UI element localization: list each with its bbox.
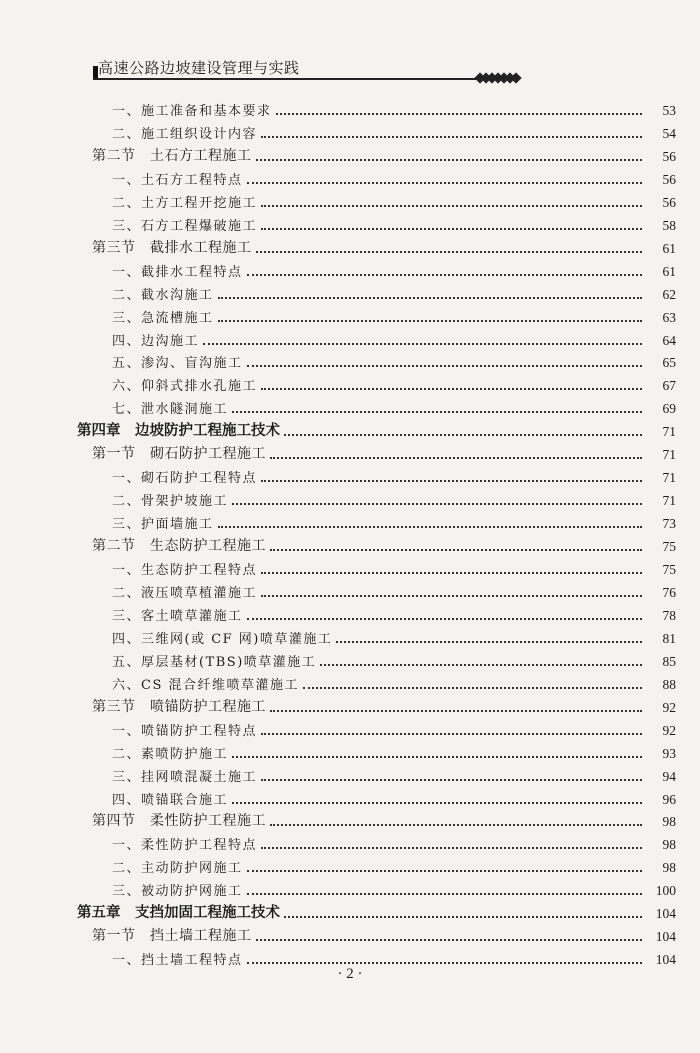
toc-leader-dots — [284, 916, 642, 918]
toc-entry-title: 第一节 挡土墙工程施工 — [92, 928, 252, 945]
toc-entry-item[interactable] — [0, 854, 700, 876]
toc-entry-item[interactable] — [0, 120, 700, 142]
toc-entry-item[interactable] — [0, 395, 700, 417]
toc-entry-item[interactable] — [0, 349, 700, 371]
toc-entry-item[interactable] — [0, 166, 700, 188]
toc-entry-item[interactable] — [0, 510, 700, 532]
toc-entry-page: 56 — [662, 171, 676, 187]
toc-entry-page: 78 — [662, 607, 676, 623]
toc-entry-page: 53 — [662, 103, 676, 118]
toc-leader-dots — [261, 779, 642, 781]
toc-entry-page: 62 — [662, 286, 676, 302]
toc-entry-title: 三、挂网喷混凝土施工 — [112, 769, 258, 785]
toc-entry-page: 71 — [662, 470, 676, 486]
toc-entry-page: 104 — [655, 952, 676, 968]
toc-leader-dots — [232, 411, 642, 413]
toc-entry-title: 七、泄水隧洞施工 — [112, 402, 229, 418]
toc-leader-dots — [261, 595, 642, 597]
toc-entry-item[interactable] — [0, 763, 700, 785]
toc-entry-item[interactable] — [0, 648, 700, 670]
toc-entry-page: 71 — [662, 424, 676, 440]
toc-leader-dots — [247, 870, 642, 872]
toc-entry-page: 75 — [662, 539, 676, 555]
toc-leader-dots — [261, 733, 642, 735]
toc-entry-title: 一、挡土墙工程特点 — [112, 953, 243, 969]
toc-leader-dots — [270, 549, 642, 551]
toc-entry-item[interactable] — [0, 556, 700, 578]
toc-entry-title: 二、土方工程开挖施工 — [112, 195, 258, 211]
toc-leader-dots — [218, 320, 642, 322]
toc-entry-title: 第二节 土石方工程施工 — [92, 147, 252, 164]
header-diamond-ornament — [478, 72, 520, 84]
toc-leader-dots — [336, 641, 642, 643]
toc-leader-dots — [256, 939, 643, 941]
toc-entry-item[interactable] — [0, 281, 700, 303]
page-number: · 2 · — [337, 966, 363, 982]
toc-leader-dots — [247, 618, 642, 620]
toc-leader-dots — [270, 824, 642, 826]
toc-entry-page: 93 — [662, 745, 676, 761]
toc-leader-dots — [256, 251, 643, 253]
toc-entry-title: 第二节 生态防护工程施工 — [92, 538, 266, 555]
toc-entry-title: 四、喷锚联合施工 — [112, 792, 229, 808]
toc-entry-title: 一、喷锚防护工程特点 — [112, 723, 258, 739]
toc-leader-dots — [256, 159, 643, 161]
toc-entry-page: 94 — [662, 768, 676, 784]
toc-entry-title: 一、截排水工程特点 — [112, 264, 243, 280]
toc-entry-title: 二、液压喷草植灌施工 — [112, 585, 258, 601]
toc-leader-dots — [261, 572, 642, 574]
toc-entry-item[interactable] — [0, 877, 700, 899]
toc-entry-title: 四、边沟施工 — [112, 333, 200, 349]
toc-leader-dots — [247, 962, 642, 964]
toc-entry-page: 81 — [662, 630, 676, 646]
toc-entry-section[interactable] — [0, 694, 700, 716]
running-header-title: 高速公路边坡建设管理与实践 — [98, 59, 300, 77]
toc-entry-page: 96 — [662, 791, 676, 807]
toc-entry-item[interactable] — [0, 602, 700, 624]
toc-entry-title: 第一节 砌石防护工程施工 — [92, 446, 266, 463]
toc-leader-dots — [232, 503, 642, 505]
toc-entry-title: 二、主动防护网施工 — [112, 861, 243, 877]
toc-leader-dots — [247, 365, 642, 367]
toc-entry-item[interactable] — [0, 97, 700, 119]
toc-entry-title: 第三节 截排水工程施工 — [92, 239, 252, 256]
toc-entry-title: 二、骨架护坡施工 — [112, 494, 229, 510]
toc-entry-item[interactable] — [0, 786, 700, 808]
toc-entry-page: 58 — [662, 217, 676, 233]
toc-entry-title: 二、素喷防护施工 — [112, 746, 229, 762]
toc-entry-title: 第四节 柔性防护工程施工 — [92, 813, 266, 830]
toc-leader-dots — [320, 664, 642, 666]
toc-entry-title: 一、生态防护工程特点 — [112, 563, 258, 578]
toc-entry-title: 三、客土喷草灌施工 — [112, 608, 243, 624]
toc-entry-item[interactable] — [0, 831, 700, 853]
toc-leader-dots — [276, 113, 642, 115]
toc-entry-page: 67 — [662, 378, 676, 394]
toc-entry-item[interactable] — [0, 487, 700, 509]
toc-leader-dots — [261, 205, 642, 207]
toc-entry-title: 五、厚层基材(TBS)喷草灌施工 — [112, 654, 317, 670]
toc-entry-title: 二、截水沟施工 — [112, 287, 214, 303]
toc-leader-dots — [247, 893, 642, 895]
toc-entry-item[interactable] — [0, 946, 700, 968]
toc-entry-page: 61 — [662, 263, 676, 279]
toc-entry-section[interactable] — [0, 235, 700, 257]
toc-leader-dots — [261, 388, 642, 390]
toc-entry-page: 71 — [662, 447, 676, 463]
toc-entry-page: 76 — [662, 584, 676, 600]
toc-leader-dots — [261, 228, 642, 230]
toc-entry-title: 三、急流槽施工 — [112, 310, 214, 326]
toc-entry-title: 五、渗沟、盲沟施工 — [112, 356, 243, 372]
toc-entry-item[interactable] — [0, 304, 700, 326]
toc-entry-title: 二、施工组织设计内容 — [112, 126, 258, 142]
toc-entry-title: 六、仰斜式排水孔施工 — [112, 379, 258, 395]
toc-leader-dots — [261, 136, 642, 138]
toc-entry-page: 104 — [655, 929, 676, 945]
toc-entry-section[interactable] — [0, 923, 700, 945]
toc-entry-item[interactable] — [0, 372, 700, 394]
toc-entry-page: 88 — [662, 676, 676, 692]
header-rule — [93, 78, 479, 80]
toc-leader-dots — [261, 847, 642, 849]
toc-entry-item[interactable] — [0, 740, 700, 762]
toc-entry-title: 三、被动防护网施工 — [112, 884, 243, 900]
toc-entry-page: 65 — [662, 355, 676, 371]
toc-entry-chapter[interactable] — [0, 418, 700, 440]
toc-leader-dots — [261, 480, 642, 482]
toc-entry-title: 一、柔性防护工程特点 — [112, 838, 258, 854]
toc-entry-title: 第五章 支挡加固工程施工技术 — [77, 905, 280, 922]
toc-entry-item[interactable] — [0, 625, 700, 647]
toc-entry-page: 100 — [655, 883, 676, 899]
toc-entry-item[interactable] — [0, 189, 700, 211]
toc-entry-page: 98 — [662, 814, 676, 830]
toc-entry-title: 三、石方工程爆破施工 — [112, 218, 258, 234]
toc-entry-section[interactable] — [0, 808, 700, 830]
toc-entry-section[interactable] — [0, 533, 700, 555]
toc-leader-dots — [203, 343, 642, 345]
toc-entry-title: 一、砌石防护工程特点 — [112, 471, 258, 487]
toc-entry-item[interactable] — [0, 579, 700, 601]
toc-entry-title: 六、CS 混合纤维喷草灌施工 — [112, 677, 299, 693]
toc-entry-item[interactable] — [0, 464, 700, 486]
toc-entry-item[interactable] — [0, 327, 700, 349]
toc-entry-page: 73 — [662, 516, 676, 532]
toc-entry-item[interactable] — [0, 212, 700, 234]
toc-entry-item[interactable] — [0, 258, 700, 280]
toc-entry-page: 92 — [662, 722, 676, 738]
toc-entry-item[interactable] — [0, 717, 700, 739]
toc-entry-page: 64 — [662, 332, 676, 348]
toc-entry-title: 第三节 喷锚防护工程施工 — [92, 698, 266, 715]
toc-leader-dots — [247, 274, 642, 276]
toc-leader-dots — [232, 802, 642, 804]
toc-entry-page: 98 — [662, 860, 676, 876]
toc-entry-chapter[interactable] — [0, 900, 700, 922]
toc-entry-page: 104 — [655, 906, 676, 922]
toc-entry-page: 71 — [662, 493, 676, 509]
toc-leader-dots — [218, 297, 642, 299]
toc-entry-page: 75 — [662, 562, 676, 577]
toc-leader-dots — [247, 182, 642, 184]
toc-leader-dots — [270, 710, 642, 712]
toc-leader-dots — [270, 457, 642, 459]
toc-entry-title: 一、施工准备和基本要求 — [112, 104, 272, 119]
toc-entry-page: 85 — [662, 653, 676, 669]
toc-entry-title: 三、护面墙施工 — [112, 517, 214, 533]
toc-entry-title: 第四章 边坡防护工程施工技术 — [77, 423, 280, 440]
toc-entry-page: 56 — [662, 194, 676, 210]
toc-entry-section[interactable] — [0, 441, 700, 463]
toc-entry-page: 61 — [662, 240, 676, 256]
toc-entry-page: 63 — [662, 309, 676, 325]
toc-entry-section[interactable] — [0, 143, 700, 165]
toc-entry-page: 98 — [662, 837, 676, 853]
toc-entry-page: 92 — [662, 699, 676, 715]
toc-entry-page: 56 — [662, 148, 676, 164]
toc-entry-page: 69 — [662, 401, 676, 417]
toc-leader-dots — [232, 756, 642, 758]
toc-leader-dots — [303, 687, 642, 689]
toc-entry-page: 54 — [662, 125, 676, 141]
toc-entry-item[interactable] — [0, 671, 700, 693]
toc-leader-dots — [218, 526, 642, 528]
toc-leader-dots — [284, 434, 642, 436]
toc-entry-title: 四、三维网(或 CF 网)喷草灌施工 — [112, 631, 333, 647]
toc-entry-title: 一、土石方工程特点 — [112, 172, 243, 188]
